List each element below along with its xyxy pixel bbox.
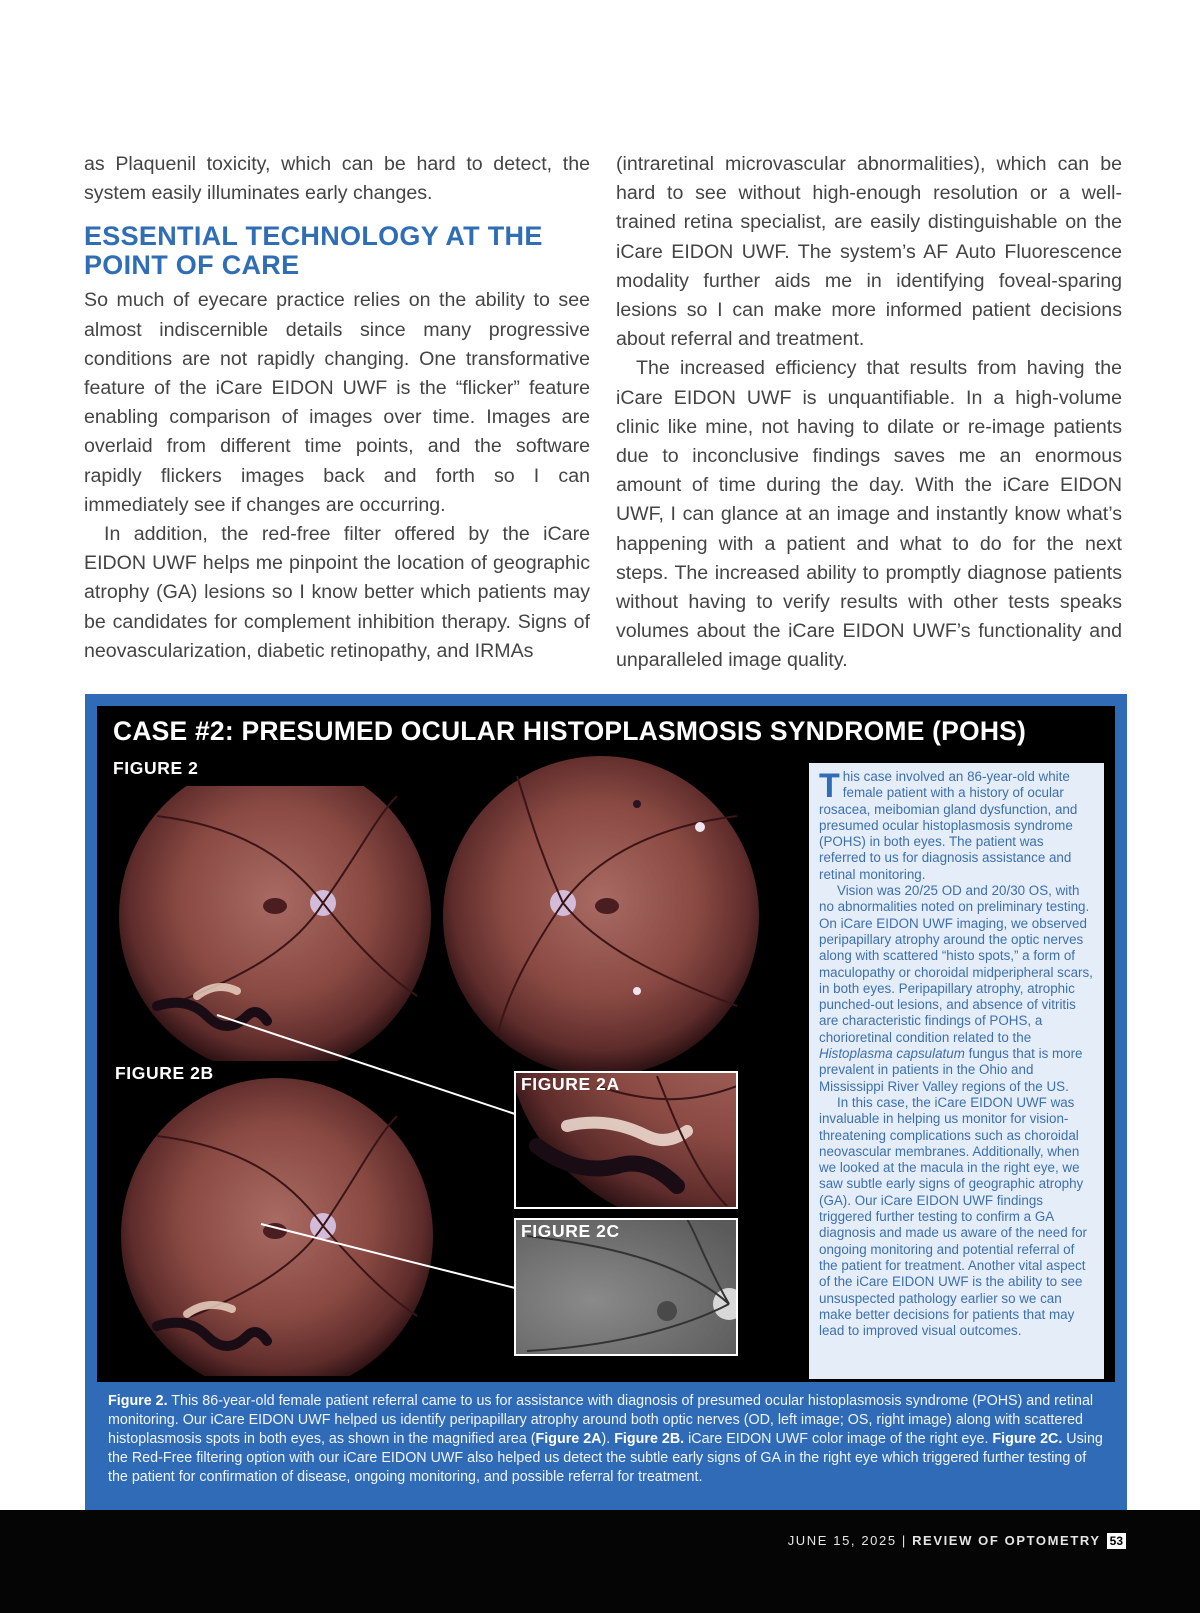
article-right-column <box>616 150 1122 676</box>
fundus-image-2b <box>121 1078 433 1394</box>
caption-lead: Figure 2. <box>108 1393 168 1409</box>
case-title: CASE #2: PRESUMED OCULAR HISTOPLASMOSIS SYNDROME (POHS) <box>113 716 1027 746</box>
section-heading: ESSENTIAL TECHNOLOGY AT THE POINT OF CARE <box>84 221 543 281</box>
page-number: 53 <box>1107 1533 1126 1549</box>
fundus-image-od <box>119 758 431 1074</box>
sidebar-paragraph: his case involved an 86-year-old white female patient with a history of ocular rosacea, meibomian gland dysfunction, and presumed ocular histoplasmosis syndrome (POHS) in both eyes. The patient was referred to us for diagnosis assistance and retinal monitoring. <box>819 769 1078 882</box>
publication-name: REVIEW OF OPTOMETRY <box>912 1533 1101 1548</box>
figure-2b-label: FIGURE 2B <box>115 1063 214 1083</box>
caption-text: This 86-year-old female patient referral came to us for assistance with diagnosis of presumed ocular histoplasmosis syndrome (POHS) and retinal monitoring. Our iCare EIDON UWF helped us identify peripapillary atrophy around both optic nerves (OD, left image; OS, right image) along with scattered histoplasmosis spots in both eyes, as shown in the magnified area ( <box>108 1393 1094 1447</box>
caption-text: Using the Red-Free filtering option with our iCare EIDON UWF also helped us detect the subtle early signs of GA in the right eye which triggered further testing of the patient for confirmation of disease, ongoing monitoring, and possible referral for treatment. <box>108 1430 1103 1485</box>
paragraph: In addition, the red-free filter offered by the iCare EIDON UWF helps me pinpoint the location of geographic atrophy (GA) lesions so I know better which patients may be candidates for complement inhibition therapy. Signs of neovascularization, diabetic retinopathy, and IRMAs <box>84 523 590 662</box>
paragraph: The increased efficiency that results from having the iCare EIDON UWF is unquantifiable. In a high-volume clinic like mine, not having to dilate or re-image patients due to inconclusive findings saves me an enormous amount of time during the day. With the iCare EIDON UWF, I can glance at an image and instantly know what’s happening with a patient and what to do for the next steps. The increased ability to promptly diagnose patients without having to verify results with other tests speaks volumes about the iCare EIDON UWF’s functionality and unparalleled image quality. <box>616 357 1122 672</box>
paragraph: (intraretinal microvascular abnormalities), which can be hard to see without high-enough resolution or a well-trained retina specialist, are easily distinguishable on the iCare EIDON UWF. The system’s AF Auto Fluorescence modality further aids me in identifying foveal-sparing lesions so I can make more informed patient decisions about referral and treatment. <box>616 153 1122 351</box>
figure-2-label: FIGURE 2 <box>113 758 199 778</box>
caption-text: iCare EIDON UWF color image of the right eye. <box>684 1430 993 1447</box>
page-footer <box>788 1533 1126 1549</box>
case-sidebar <box>809 763 1104 1379</box>
article-left-column <box>84 150 590 666</box>
case-sidebar-text <box>819 769 1094 1339</box>
figure-2a-label: FIGURE 2A <box>521 1074 620 1094</box>
paragraph: So much of eyecare practice relies on the ability to see almost indiscernible details since many progressive conditions are not rapidly changing. One transformative feature of the iCare EIDON UWF is the “flicker” feature enabling comparison of images over time. Images are overlaid from different time points, and the software rapidly flickers images back and forth so I can immediately see if changes are occurring. <box>84 289 590 516</box>
figure-panel <box>97 706 1115 1382</box>
paragraph: as Plaquenil toxicity, which can be hard to detect, the system easily illuminates early changes. <box>84 153 590 205</box>
sidebar-paragraph: In this case, the iCare EIDON UWF was invaluable in helping us monitor for vision-threatening complications such as choroidal neovascular membranes. Additionally, when we looked at the macula in the right eye, we saw subtle early signs of geographic atrophy (GA). Our iCare EIDON UWF findings triggered further testing to confirm a GA diagnosis and made us aware of the need for ongoing monitoring and potential referral of the patient for treatment. Another vital aspect of the iCare EIDON UWF is the ability to see unsuspected pathology earlier so we can make better decisions for patients that may lead to improved visual outcomes. <box>819 1094 1087 1339</box>
sidebar-paragraph: Vision was 20/25 OD and 20/30 OS, with no abnormalities noted on preliminary testing. On iCare EIDON UWF imaging, we observed peripapillary atrophy around the optic nerves along with scattered “histo spots,” a form of maculopathy or choroidal midperipheral scars, in both eyes. Peripapillary atrophy, atrophic punched-out lesions, and absence of vitritis are characteristic findings of POHS, a chorioretinal condition related to the <box>819 883 1093 1045</box>
caption-text: ). <box>601 1430 615 1447</box>
caption-ref: Figure 2B. <box>614 1430 685 1447</box>
sidebar-paragraph-end: fungus that is more prevalent in patients in the Ohio and Mississippi River Valley regions of the US. <box>819 1046 1083 1094</box>
caption-ref: Figure 2A <box>535 1430 602 1447</box>
issue-date: JUNE 15, 2025 | <box>787 1533 913 1548</box>
fundus-image-os <box>443 756 759 1076</box>
caption-ref: Figure 2C. <box>992 1430 1063 1447</box>
figure-caption <box>108 1392 1108 1487</box>
footer-bar <box>0 1510 1200 1613</box>
species-name: Histoplasma capsulatum <box>819 1046 965 1062</box>
drop-cap: T <box>819 767 840 805</box>
figure-2c-label: FIGURE 2C <box>521 1221 620 1241</box>
case-box <box>85 694 1127 1510</box>
